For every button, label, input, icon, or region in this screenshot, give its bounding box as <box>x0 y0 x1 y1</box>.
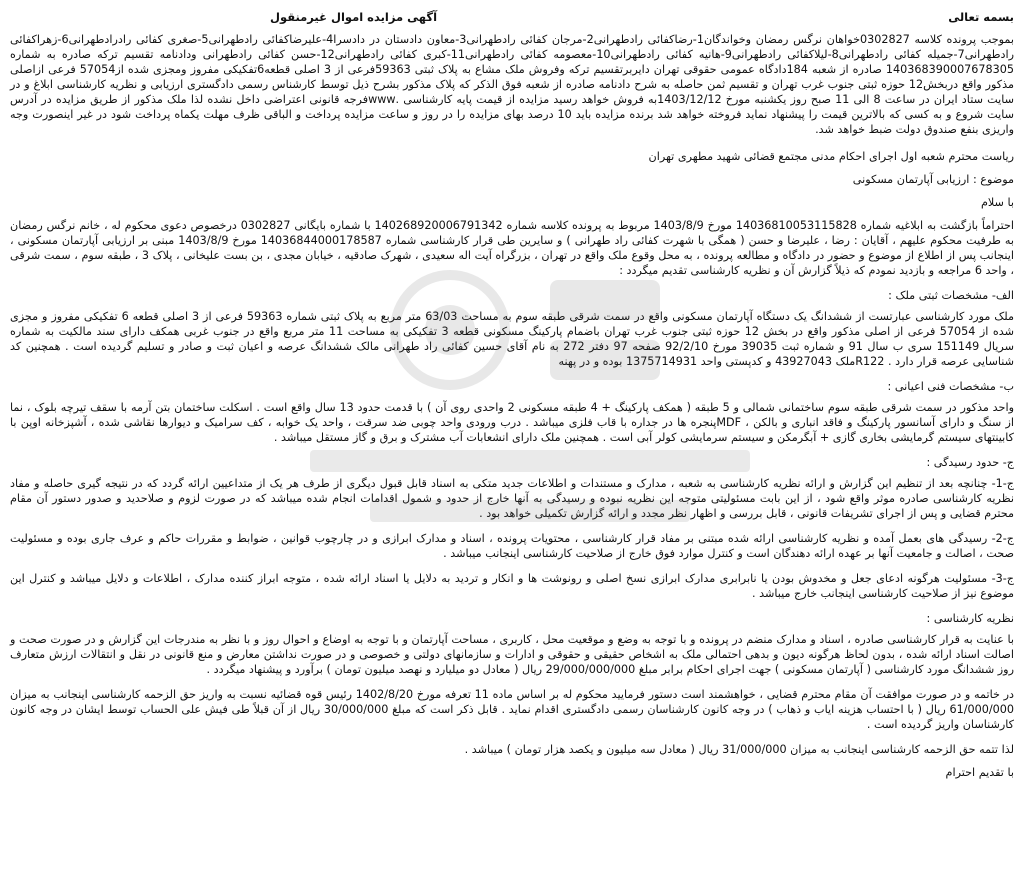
regards-line: با تقدیم احترام <box>945 766 1014 779</box>
section-a-body: ملک مورد کارشناسی عبارتست از ششدانگ یک دستگاه آپارتمان مسکونی واقع در سمت شرقی طبقه سوم به مساحت 63/03 متر مربع به پلاک ثبتی شماره 59363 فرعی از 3 اصلی قطعه 6 تفکیکی مفروز و مجزی شده از 57054 فرعی از اصلی مذکور واقع در بخش 12 حوزه ثبتی جنوب غرب تهران باضمام پارکینگ مسکونی قطعه 3 تفکیکی به مساحت 11 متر مربع واقع در جنوب غربی همکف دارای سند مالکیت به شماره سریال 151149 سری ب سال 91 و شماره ثبت 39035 مورخ 92/2/10 صفحه 97 دفتر 272 به نام آقای حسین کفائی راد طهرانی مالک ششدانگ عرصه و اعیان ثبت و صادر و تسلیم گردیده است . همچنین کد شناسایی عرصه قرار دارد . R122ملک 43927043 و کدپستی واحد 1375714931 بوده و در پهنه <box>10 310 1015 368</box>
opinion-body: با عنایت به قرار کارشناسی صادره ، اسناد و مدارک منضم در پرونده و با توجه به وضع و موقعیت محل ، کاربری ، مساحت آپارتمان و با توجه به اوضاع و احوال روز و با نظر به مندرجات این گزارش و در صورت صحت و اصالت اسناد ارائه شده ، بدون لحاظ هرگونه دیون و بدهی احتمالی ملک به اشخاص حقیقی و حقوقی و ادارات و سازمانهای دولتی و خصوصی و در صورت نداشتن معارض و منع قانونی در نقل و انتقالات ارزش متعارف روز ششدانگ مورد کارشناسی ( آپارتمان مسکونی ) جهت اجرای احکام برابر مبلغ 29/000/000/000 ریال ( معادل دو میلیارد و نهصد میلیون تومان ) برآورد و پیشنهاد میگردد . <box>10 633 1014 676</box>
addressee-line: ریاست محترم شعبه اول اجرای احکام مدنی مجتمع قضائی شهید مطهری تهران <box>648 150 1014 163</box>
remaining-fee-line: لذا تتمه حق الزحمه کارشناسی اینجانب به میزان 31/000/000 ریال ( معادل سه میلیون و یکصد هزار تومان ) میباشد . <box>464 743 1014 756</box>
notice-title: آگهی مزایده اموال غیرمنقول <box>270 9 438 24</box>
opinion-title: نظریه کارشناسی : <box>926 612 1014 625</box>
intro-paragraph: بموجب پرونده کلاسه 0302827خواهان نرگس رمضان وخواندگان1-رضاکفائی رادطهرانی2-مرجان کفائی رادطهرانی3-معاون دادستان در دادسرا4-علیرضاکفائی رادطهرانی5-صغری کفائی رادرادطهرانی6-زهراکفائی رادطهرانی7-جمیله کفائی رادطهرانی8-لیلاکفائی رادطهرانی9-هانیه کفائی رادطهرانی10-معصومه کفائی رادطهرانی11-کبری کفائی رادطهرانی12-حسن کفائی رادطهرانی ودادنامه تقسیم ترکه صادره به شماره 140368390007678305 صادره از شعبه 184دادگاه عمومی حقوقی تهران دایربرتقسیم ترکه وفروش ملک مشاع به پلاک ثبتی 59363فرعی از 3 اصلی قطعه6تفکیکی مفروز ومجزی شده از57054 فرعی ازاصلی مذکور واقع دربخش12 حوزه ثبتی جنوب غرب تهران و تقسیم ثمن حاصله به شرح دادنامه صادره از شعبه فوق الذکر که پلاک مذکور بشرح ذیل توسط کارشناس رسمی دادگستری ارزیابی و نظریه کارشناسی ابلاغ و در سایت ستاد ایران در ساعت 8 الی 11 صبح روز یکشنبه مورخ 1403/12/12به فروش خواهد رسید مزایده از قیمت پایه کارشناسی .wwwفرجه قانونی اعتراضی داخل نشده لذا ملک مذکور از طریق مزایده در آدرس سایت شروع و به کسی که بالاترین قیمت را پیشنهاد نماید فروخته خواهد شد برنده مزایده باید 10 درصد بهای مزایده را در روز و ساعت مزایده پرداخت و الباقی ظرف مهلت یکماه پرداخت شود در غیر اینصورت وجه واریزی بنفع صندوق دولت ضبط خواهد شد. <box>10 33 1015 136</box>
section-c1: ج-1- چنانچه بعد از تنظیم این گزارش و ارائه نظریه کارشناسی به شعبه ، مدارک و مستندات و اطلاعات جدید متکی به اسناد قابل قبول دیگری از طرف هر یک از متداعیین ارائه گردد که در نتیجه گیری حاصله و مفاد نظریه کارشناسی صادره موثر واقع شود ، از این بابت مسئولیتی متوجه این نظریه نبوده و رسیدگی به آنها خارج از حدود و شمول اقدامات انجام شده میباشد که در صورت لزوم و صلاحدید و صدور دستور آن مقام محترم قضایی و پس از اجرای تشریفات قانونی ، قابل بررسی و اظهار نظر مجدد و ارائه گزارش تکمیلی خواهد بود . <box>10 477 1014 520</box>
section-c2: ج-2- رسیدگی های بعمل آمده و نظریه کارشناسی ارائه شده مبتنی بر مفاد قرار کارشناسی ، محتویات پرونده ، اسناد و مدارک ابرازی و در چارچوب قوانین ، ضوابط و مقررات حاکم و عرف جاری بوده و مسئولیت صحت ، اصالت و جامعیت آنها بر عهده ارائه دهندگان است و کنترل موارد فوق خارج از صلاحیت کارشناسی اینجانب میباشد . <box>10 532 1014 560</box>
section-c3: ج-3- مسئولیت هرگونه ادعای جعل و مخدوش بودن یا نابرابری مدارک ابرازی نسخ اصلی و رونوشت ها و انکار و تردید به دلایل یا اسناد ارائه شده ، متوجه ابراز کننده مدارک ، اطلاعات و دلایل میباشد و کنترل این موضوع نیز از صلاحیت کارشناسی اینجانب خارج میباشد . <box>10 572 1014 600</box>
subject-line: موضوع : ارزیابی آپارتمان مسکونی <box>852 173 1014 186</box>
greeting-line: با سلام <box>980 196 1014 209</box>
section-b-title: ب- مشخصات فنی اعیانی : <box>887 380 1014 393</box>
section-c-title: ج- حدود رسیدگی : <box>926 456 1014 469</box>
section-b-body: واحد مذکور در سمت شرقی طبقه سوم ساختمانی شمالی و 5 طبقه ( همکف پارکینگ + 4 طبقه مسکونی 2 واحدی روی آن ) با قدمت حدود 13 سال واقع است . اسکلت ساختمان بتن آرمه با سقف تیرچه بلوک ، نما از سنگ و دارای آسانسور پارکینگ و فاقد انباری و بالکن ، MDFپنجره ها در جداره با قاب فلزی میباشد . درب ورودی واحد چوبی ضد سرقت ، واحد یک خوابه ، کف سرامیک و دیوارها نقاشی شده ، آشپزخانه اوپن با کابینتهای سیستم گرمایشی بخاری گازی + آبگرمکن و سیستم سرمایشی کولر آبی است . همچنین ملک دارای انشعابات آب مشترک و برق و گاز مستقل میباشد . <box>10 401 1014 444</box>
header-invocation: بسمه تعالی <box>948 9 1014 24</box>
closing-paragraph: در خاتمه و در صورت موافقت آن مقام محترم قضایی ، خواهشمند است دستور فرمایید محکوم له بر اساس ماده 11 تعرفه مورخ 1402/8/20 رئیس قوه قضائیه نسبت به واریز حق الزحمه کارشناسی اینجانب به میزان 61/000/000 ریال ( با احتساب هزینه ایاب و ذهاب ) در وجه کانون کارشناسان رسمی دادگستری اقدام نماید . قابل ذکر است که مبلغ 30/000/000 ریال از آن قبلاً طی فیش علی الحساب توسط ایشان در وجه کانون کارشناسان واریز گردیده است . <box>10 688 1014 731</box>
report-body-paragraph: احتراماً بازگشت به ابلاغیه شماره 14036810053115828 مورخ 1403/8/9 مربوط به پرونده کلاسه شماره 140268920006791342 با شماره بایگانی 0302827 درخصوص دعوی محکوم له ، خانم نرگس رمضان به طرفیت محکوم علیهم ، آقایان : رضا ، علیرضا و حسن ( همگی با شهرت کفائی راد طهرانی ) و سایرین طی قرار کارشناسی شماره 14036844000178587 مورخ 1403/8/9 مبنی بر ارزیابی آپارتمان مسکونی ، اینجانب پس از اطلاع از موضوع و حضور در دادگاه و مطالعه پرونده ، به محل وقوع ملک واقع در تهران ، بزرگراه آیت اله سعیدی ، شهرک صادقیه ، خیابان مجدی ، بن بست علیخانی ، پلاک 3 ، طبقه سوم ، سمت شرقی ، واحد 6 مراجعه و بازدید نمودم که ذیلاً گزارش آن و نظریه کارشناسی تقدیم میگردد : <box>10 219 1015 277</box>
notice-header <box>10 8 1014 26</box>
section-a-title: الف- مشخصات ثبتی ملک : <box>888 289 1014 302</box>
